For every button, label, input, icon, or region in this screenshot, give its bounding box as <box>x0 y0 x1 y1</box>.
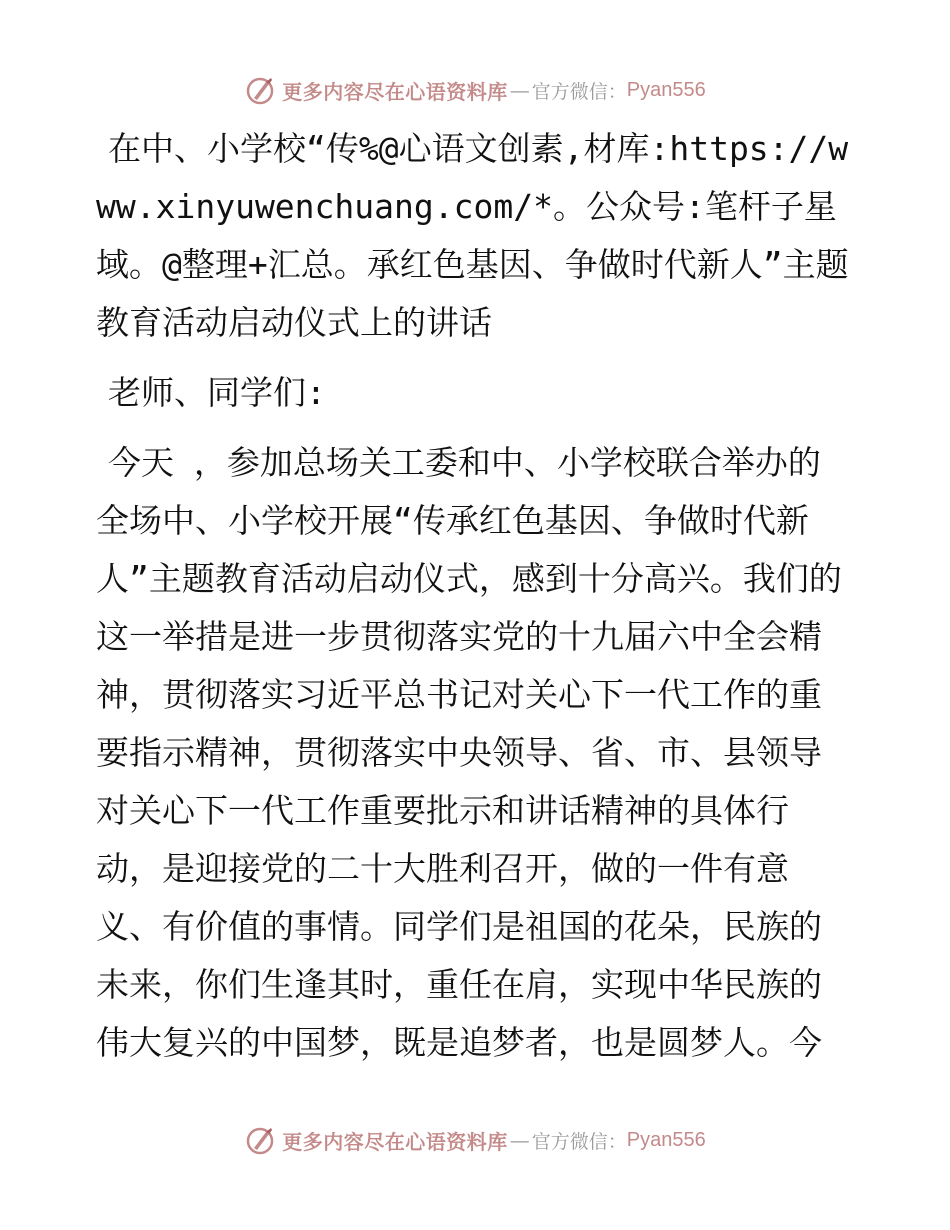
pen-quill-logo-icon <box>244 74 276 106</box>
header-banner <box>0 70 950 110</box>
document-paragraph: 今天 ，参加总场关工委和中、小学校联合举办的全场中、小学校开展“传承红色基因、争做时代新人”主题教育活动启动仪式，感到十分高兴。我们的这一举措是进一步贯彻落实党的十九届六中全会精神，贯彻落实习近平总书记对关心下一代工作的重要指示精神，贯彻落实中央领导、省、市、县领导对关心下一代工作重要批示和讲话精神的具体行动，是迎接党的二十大胜利召开，做的一件有意义、有价值的事情。同学们是祖国的花朵，民族的未来，你们生逢其时，重任在肩，实现中华民族的伟大复兴的中国梦，既是追梦者，也是圆梦人。今 <box>96 443 842 1062</box>
document-salutation: 老师、同学们: <box>108 373 326 412</box>
banner-wechat-id: Pyan556 <box>626 78 706 101</box>
pen-quill-logo-icon <box>244 1124 276 1156</box>
banner-text: 更多内容尽在心语资料库 <box>282 79 508 104</box>
document-title: 在中、小学校“传%@心语文创素,材库:https://www.xinyuwenchuang.com/*。公众号:笔杆子星域。@整理+汇总。承红色基因、争做时代新人”主题教育活动启动仪式上的讲话 <box>96 129 849 342</box>
document-body <box>96 120 852 1084</box>
banner-text: 更多内容尽在心语资料库 <box>282 1129 508 1154</box>
banner-wechat-label: 官方微信： <box>531 1130 627 1153</box>
banner-wechat-label: 官方微信： <box>531 80 627 103</box>
banner-separator: — <box>509 78 530 102</box>
banner-wechat-id: Pyan556 <box>626 1128 706 1151</box>
footer-banner <box>0 1120 950 1160</box>
banner-separator: — <box>509 1128 530 1152</box>
